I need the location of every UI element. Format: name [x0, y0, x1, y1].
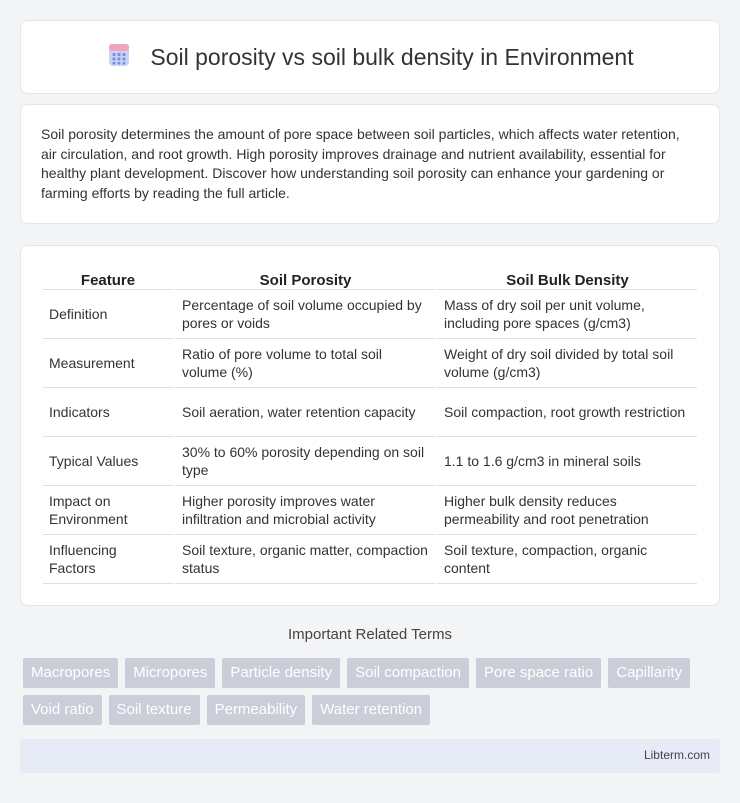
header-soil-porosity: Soil Porosity [173, 266, 435, 290]
row-feature: Indicators [43, 388, 173, 437]
row-bulk-density: Soil texture, compaction, organic content [435, 535, 697, 584]
row-porosity: 30% to 60% porosity depending on soil type [173, 437, 435, 486]
related-terms-list [23, 658, 703, 725]
term-tag[interactable]: Pore space ratio [476, 658, 601, 688]
term-tag[interactable]: Particle density [222, 658, 340, 688]
footer [20, 739, 720, 773]
row-feature: Impact on Environment [43, 486, 173, 535]
title-card [20, 20, 720, 94]
header-feature: Feature [43, 266, 173, 290]
row-bulk-density: Weight of dry soil divided by total soil volume (g/cm3) [435, 339, 697, 388]
term-tag[interactable]: Void ratio [23, 695, 102, 725]
table-row [43, 290, 697, 339]
table-row [43, 339, 697, 388]
related-terms-title: Important Related Terms [288, 626, 452, 643]
row-bulk-density: Mass of dry soil per unit volume, including pore spaces (g/cm3) [435, 290, 697, 339]
row-bulk-density: Higher bulk density reduces permeability and root penetration [435, 486, 697, 535]
row-feature: Definition [43, 290, 173, 339]
row-feature: Measurement [43, 339, 173, 388]
term-tag[interactable]: Permeability [207, 695, 306, 725]
calculator-icon [106, 42, 132, 73]
row-porosity: Percentage of soil volume occupied by pores or voids [173, 290, 435, 339]
row-porosity: Soil aeration, water retention capacity [173, 388, 435, 437]
term-tag[interactable]: Capillarity [608, 658, 690, 688]
comparison-card [20, 245, 720, 606]
term-tag[interactable]: Soil compaction [347, 658, 469, 688]
row-feature: Typical Values [43, 437, 173, 486]
row-porosity: Soil texture, organic matter, compaction status [173, 535, 435, 584]
table-row [43, 437, 697, 486]
row-feature: Influencing Factors [43, 535, 173, 584]
term-tag[interactable]: Macropores [23, 658, 118, 688]
comparison-table [43, 266, 697, 584]
footer-brand-link[interactable]: Libterm.com [643, 748, 710, 762]
term-tag[interactable]: Water retention [312, 695, 430, 725]
intro-card [20, 104, 720, 224]
header-soil-bulk-density: Soil Bulk Density [435, 266, 697, 290]
row-bulk-density: Soil compaction, root growth restriction [435, 388, 697, 437]
page-title: Soil porosity vs soil bulk density in Environment [150, 43, 634, 70]
table-row [43, 486, 697, 535]
row-bulk-density: 1.1 to 1.6 g/cm3 in mineral soils [435, 437, 697, 486]
term-tag[interactable]: Micropores [125, 658, 215, 688]
table-row [43, 535, 697, 584]
row-porosity: Ratio of pore volume to total soil volume (%) [173, 339, 435, 388]
term-tag[interactable]: Soil texture [109, 695, 200, 725]
row-porosity: Higher porosity improves water infiltration and microbial activity [173, 486, 435, 535]
table-row [43, 388, 697, 437]
intro-text: Soil porosity determines the amount of pore space between soil particles, which affects water retention, air circulation, and root growth. High porosity improves drainage and nutrient availability, essential for healthy plant development. Discover how understanding soil porosity can enhance your gardening or farming efforts by reading the full article. [41, 126, 680, 201]
